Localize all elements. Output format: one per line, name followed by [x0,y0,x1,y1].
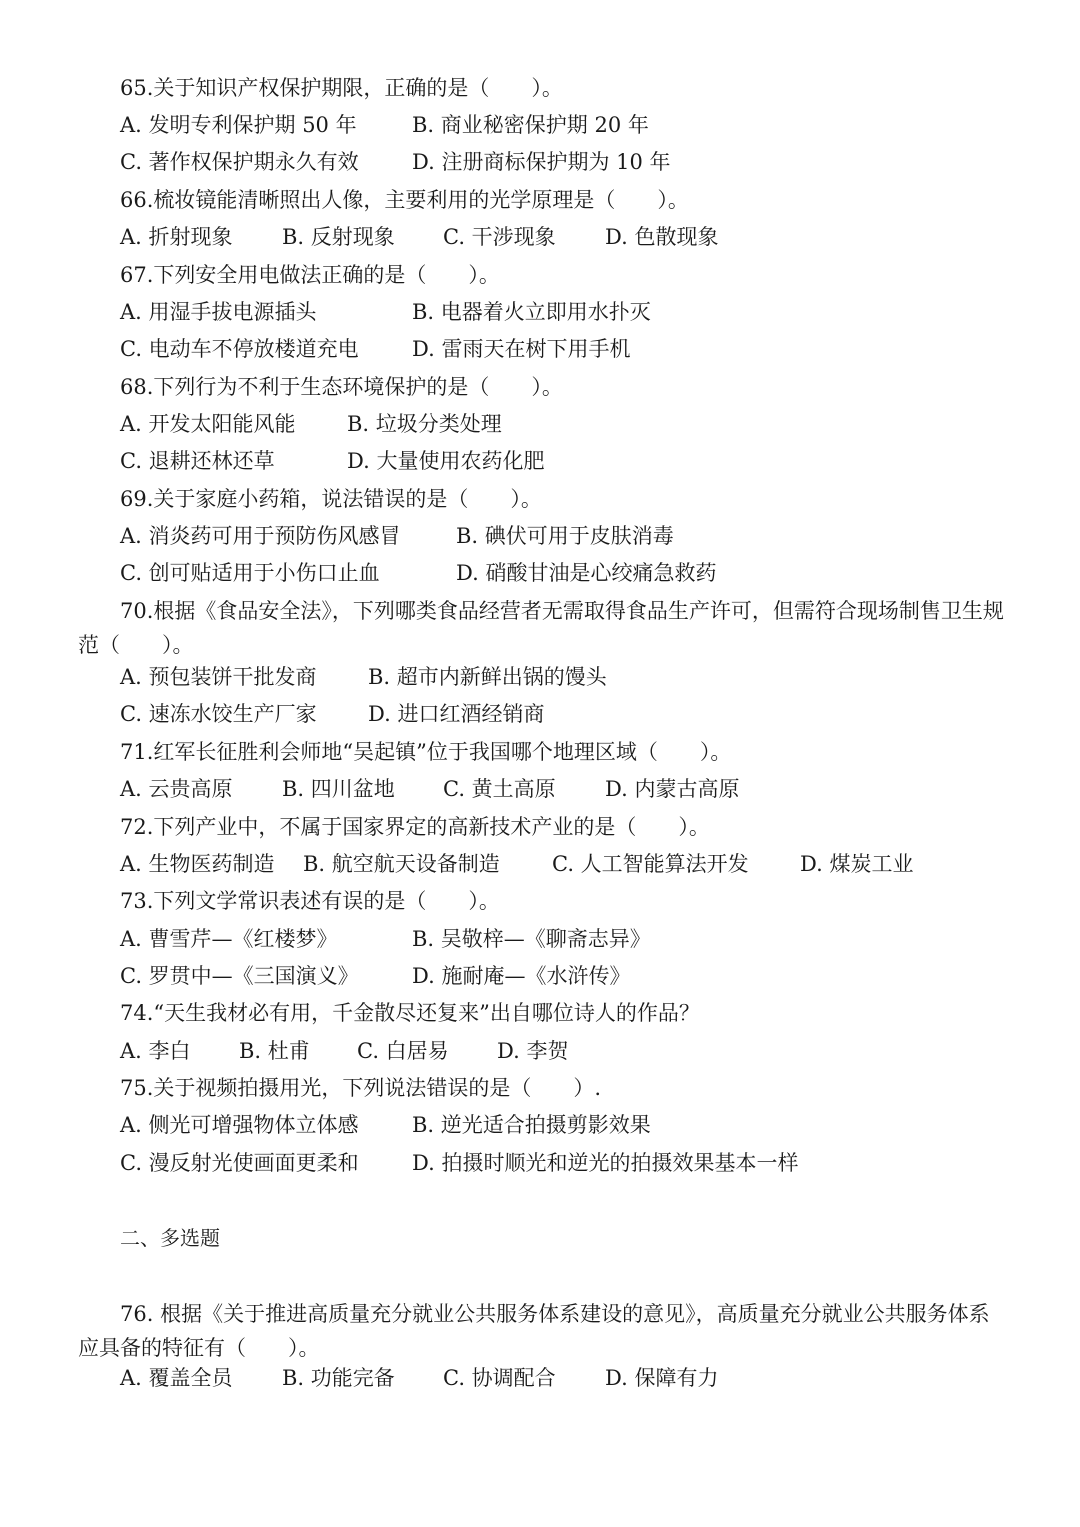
option-a: A. 折射现象 [120,225,233,249]
option-a: A. 发明专利保护期 50 年 [120,113,357,137]
option-b: B. 四川盆地 [282,777,395,801]
option-b: B. 杜甫 [239,1039,310,1063]
option-b: B. 反射现象 [282,225,395,249]
question-stem: 75.关于视频拍摄用光，下列说法错误的是（ ）. [120,1076,602,1100]
option-a: A. 李白 [120,1039,191,1063]
option-c: C. 黄土高原 [443,777,556,801]
option-b: B. 垃圾分类处理 [347,412,502,436]
option-a: A. 侧光可增强物体立体感 [120,1113,359,1137]
option-d: D. 雷雨天在树下用手机 [412,337,631,361]
option-b: B. 超市内新鲜出锅的馒头 [368,665,607,689]
option-c: C. 白居易 [357,1039,449,1063]
question-stem: 66.梳妆镜能清晰照出人像，主要利用的光学原理是（ ）。 [120,188,689,212]
question-stem: 76. 根据《关于推进高质量充分就业公共服务体系建设的意见》，高质量充分就业公共服务体系应具备的特征有（ ）。 [78,1302,990,1360]
option-d: D. 大量使用农药化肥 [347,449,545,473]
option-a: A. 消炎药可用于预防伤风感冒 [120,524,401,548]
option-b: B. 航空航天设备制造 [303,852,500,876]
option-d: D. 硝酸甘油是心绞痛急救药 [456,561,717,585]
option-b: B. 逆光适合拍摄剪影效果 [412,1113,651,1137]
question-stem: 67.下列安全用电做法正确的是（ ）。 [120,263,500,287]
option-c: C. 创可贴适用于小伤口止血 [120,561,380,585]
option-a: A. 云贵高原 [120,777,233,801]
question-stem: 71.红军长征胜利会师地“吴起镇”位于我国哪个地理区域（ ）。 [120,740,732,764]
question-stem: 69.关于家庭小药箱，说法错误的是（ ）。 [120,487,542,511]
question-stem: 68.下列行为不利于生态环境保护的是（ ）。 [120,375,563,399]
option-a: A. 生物医药制造 [120,852,275,876]
option-d: D. 色散现象 [605,225,719,249]
option-d: D. 煤炭工业 [800,852,914,876]
option-d: D. 施耐庵—《水浒传》 [412,964,631,988]
option-a: A. 用湿手拔电源插头 [120,300,317,324]
question-stem: 72.下列产业中，不属于国家界定的高新技术产业的是（ ）。 [120,815,710,839]
option-a: A. 预包装饼干批发商 [120,665,317,689]
option-c: C. 漫反射光使画面更柔和 [120,1151,359,1175]
option-a: A. 曹雪芹—《红楼梦》 [120,927,338,951]
option-a: A. 覆盖全员 [120,1366,233,1390]
option-c: C. 罗贯中—《三国演义》 [120,964,359,988]
question-stem: 70.根据《食品安全法》，下列哪类食品经营者无需取得食品生产许可，但需符合现场制售卫生规范（ ）。 [78,599,1004,657]
option-c: C. 协调配合 [443,1366,556,1390]
question-stem: 73.下列文学常识表述有误的是（ ）。 [120,889,500,913]
option-b: B. 电器着火立即用水扑灭 [412,300,651,324]
option-d: D. 保障有力 [605,1366,719,1390]
option-d: D. 内蒙古高原 [605,777,740,801]
question-stem: 74.“天生我材必有用，千金散尽还复来”出自哪位诗人的作品？ [120,1001,700,1025]
option-b: B. 功能完备 [282,1366,395,1390]
option-b: B. 碘伏可用于皮肤消毒 [456,524,674,548]
option-a: A. 开发太阳能风能 [120,412,296,436]
question-stem: 65.关于知识产权保护期限，正确的是（ ）。 [120,76,563,100]
option-c: C. 著作权保护期永久有效 [120,150,359,174]
option-c: C. 退耕还林还草 [120,449,275,473]
option-b: B. 吴敬梓—《聊斋志异》 [412,927,651,951]
option-c: C. 人工智能算法开发 [552,852,749,876]
option-c: C. 干涉现象 [443,225,556,249]
option-c: C. 电动车不停放楼道充电 [120,337,359,361]
section-title: 二、多选题 [120,1226,220,1250]
option-d: D. 拍摄时顺光和逆光的拍摄效果基本一样 [412,1151,799,1175]
option-b: B. 商业秘密保护期 20 年 [412,113,649,137]
option-d: D. 注册商标保护期为 10 年 [412,150,671,174]
option-d: D. 李贺 [497,1039,569,1063]
option-c: C. 速冻水饺生产厂家 [120,702,317,726]
option-d: D. 进口红酒经销商 [368,702,545,726]
